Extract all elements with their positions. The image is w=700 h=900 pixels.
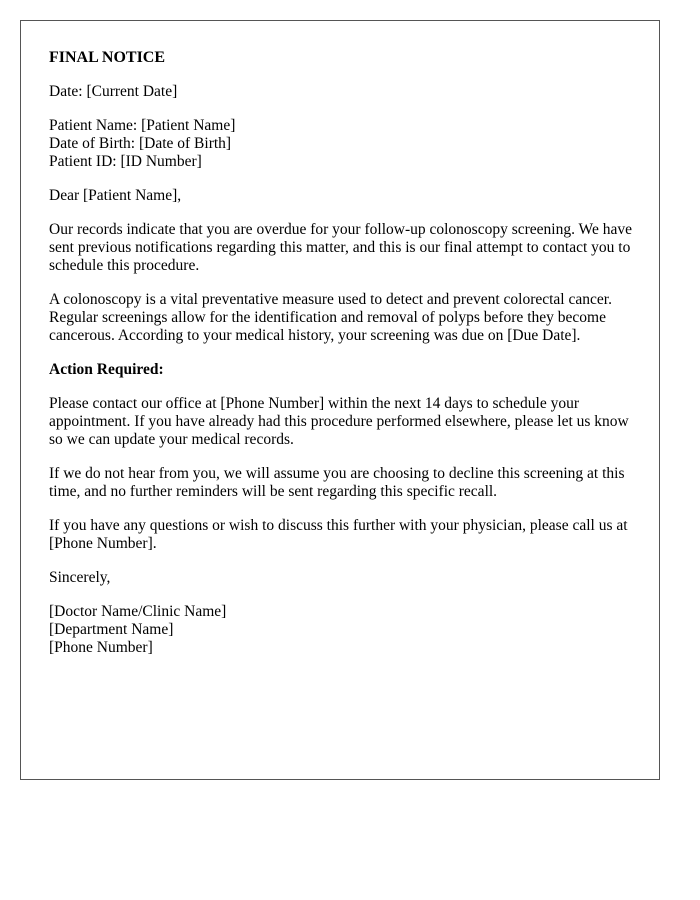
paragraph-questions: If you have any questions or wish to discuss this further with your physician, please call us at [Phone Number]. bbox=[49, 517, 628, 552]
letter-body bbox=[49, 49, 639, 673]
patient-dob-line: Date of Birth: [Date of Birth] bbox=[49, 135, 232, 152]
signature-phone: [Phone Number] bbox=[49, 639, 153, 656]
patient-name-line: Patient Name: [Patient Name] bbox=[49, 117, 236, 134]
signature-clinic: [Doctor Name/Clinic Name] bbox=[49, 603, 227, 620]
closing: Sincerely, bbox=[49, 569, 111, 586]
signature-block bbox=[49, 603, 639, 657]
salutation: Dear [Patient Name], bbox=[49, 187, 182, 204]
paragraph-overdue: Our records indicate that you are overdue for your follow-up colonoscopy screening. We have sent previous notifications regarding this matter, and this is our final attempt to contact you to schedule this procedure. bbox=[49, 221, 632, 274]
signature-department: [Department Name] bbox=[49, 621, 174, 638]
date-line: Date: [Current Date] bbox=[49, 83, 178, 100]
paragraph-contact: Please contact our office at [Phone Number] within the next 14 days to schedule your appointment. If you have already had this procedure performed elsewhere, please let us know so we can update your medical records. bbox=[49, 395, 629, 448]
patient-id-line: Patient ID: [ID Number] bbox=[49, 153, 202, 170]
paragraph-importance: A colonoscopy is a vital preventative measure used to detect and prevent colorectal cancer. Regular screenings allow for the identification and removal of polyps before they become cancerous. According to your medical history, your screening was due on [Due Date]. bbox=[49, 291, 612, 344]
paragraph-decline: If we do not hear from you, we will assume you are choosing to decline this screening at this time, and no further reminders will be sent regarding this specific recall. bbox=[49, 465, 625, 500]
letter-title: FINAL NOTICE bbox=[49, 49, 166, 66]
letter-frame bbox=[20, 20, 660, 780]
action-required-heading: Action Required: bbox=[49, 361, 164, 378]
patient-info bbox=[49, 117, 639, 171]
